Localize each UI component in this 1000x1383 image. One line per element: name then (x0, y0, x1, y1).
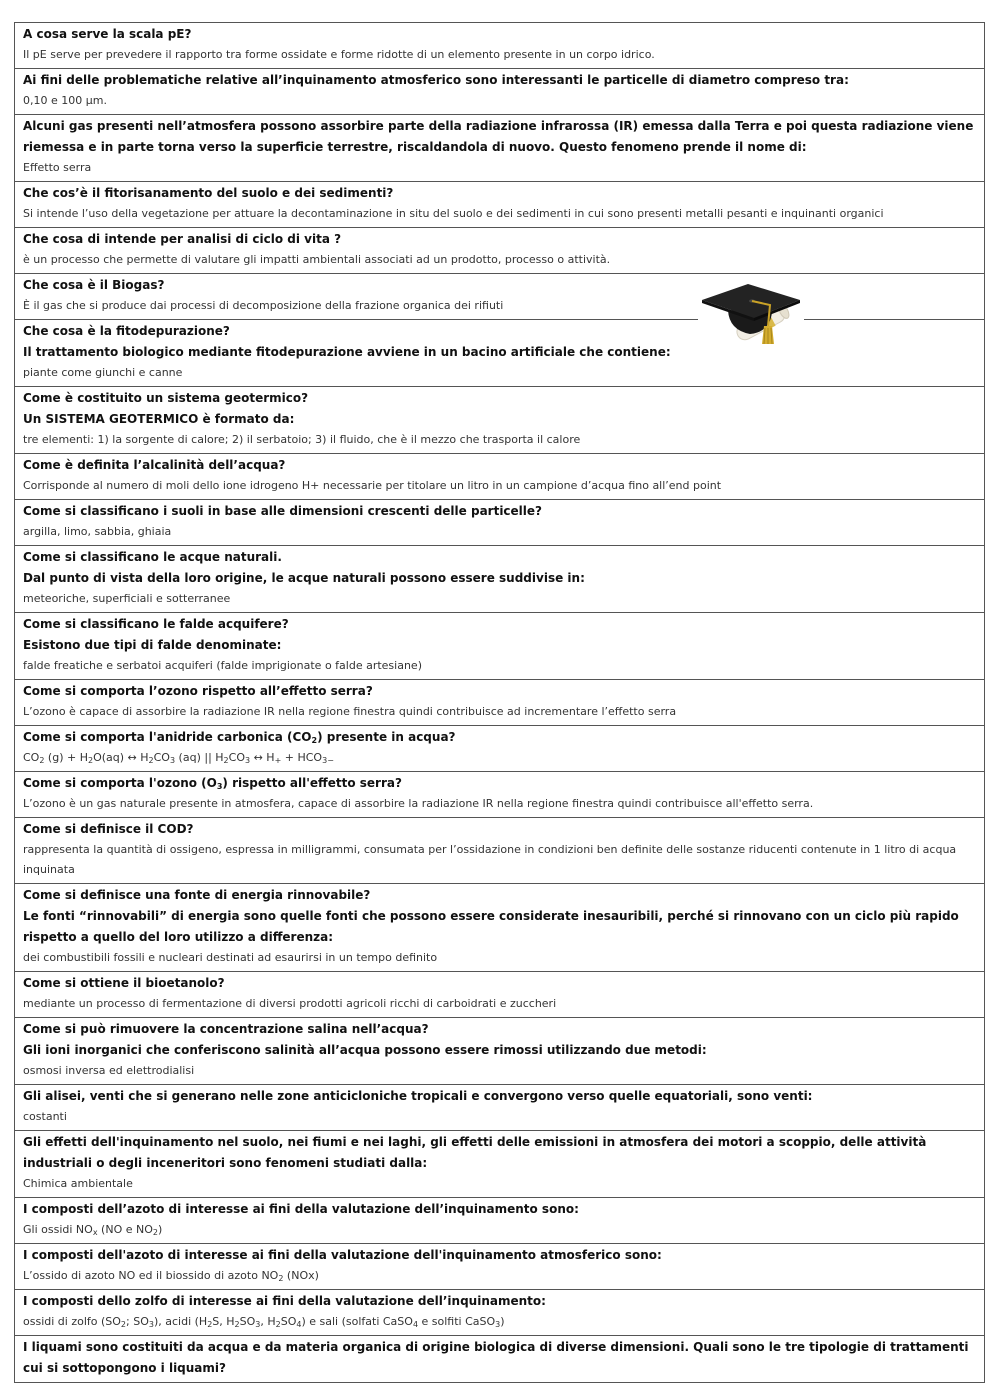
answer-text: è un processo che permette di valutare gli impatti ambientali associati ad un prodotto, processo o attività. (23, 253, 611, 266)
question-text: Come si comporta l'anidride carbonica $(CO_2)$ presente in acqua? (23, 730, 456, 745)
qa-cell (15, 1085, 985, 1131)
question-subtext: Gli ioni inorganici che conferiscono salinità all’acqua possono essere rimossi utilizzando due metodi: (23, 1043, 707, 1057)
table-row (15, 546, 985, 613)
qa-cell (15, 23, 985, 69)
graduation-cap-icon (698, 274, 804, 358)
question-text: Come è costituito un sistema geotermico? (23, 391, 309, 405)
question-text: Che cosa è il Biogas? (23, 278, 165, 292)
question-text: Come si classificano i suoli in base alle dimensioni crescenti delle particelle? (23, 504, 543, 518)
answer-text: costanti (23, 1110, 67, 1123)
answer-text: mediante un processo di fermentazione di diversi prodotti agricoli ricchi di carboidrati e zuccheri (23, 997, 557, 1010)
question-text: Ai fini delle problematiche relative all’inquinamento atmosferico sono interessanti le particelle di diametro compreso tra: (23, 73, 849, 87)
question-subtext: Esistono due tipi di falde denominate: (23, 638, 282, 652)
answer-text: L’ossido di azoto NO ed il biossido di azoto $NO_2$ (NOx) (23, 1269, 319, 1283)
question-text: Come è definita l’alcalinità dell’acqua? (23, 458, 286, 472)
answer-text: falde freatiche e serbatoi acquiferi (falde imprigionate o falde artesiane) (23, 659, 422, 672)
answer-text: piante come giunchi e canne (23, 366, 183, 379)
table-row (15, 228, 985, 274)
answer-text: $CO_2$ $(g) + H_2O(aq)$ ↔ $H_2CO_3$ (aq) || $H_2CO_3$ ↔ $H_+ + HCO_{3-}$ (23, 751, 334, 765)
qa-cell (15, 884, 985, 972)
table-row (15, 884, 985, 972)
answer-text: argilla, limo, sabbia, ghiaia (23, 525, 172, 538)
qa-cell (15, 228, 985, 274)
question-text: Gli alisei, venti che si generano nelle zone anticicloniche tropicali e convergono verso quelle equatoriali, sono venti: (23, 1089, 813, 1103)
question-text: Come si può rimuovere la concentrazione salina nell’acqua? (23, 1022, 429, 1036)
question-text: A cosa serve la scala pE? (23, 27, 192, 41)
table-row (15, 1198, 985, 1244)
table-row (15, 1085, 985, 1131)
question-subtext: Un SISTEMA GEOTERMICO è formato da: (23, 412, 295, 426)
question-text: I composti dell’azoto di interesse ai fini della valutazione dell’inquinamento sono: (23, 1202, 579, 1216)
table-row (15, 972, 985, 1018)
table-row (15, 818, 985, 884)
table-row (15, 1131, 985, 1198)
qa-cell (15, 680, 985, 726)
question-text: Come si ottiene il bioetanolo? (23, 976, 225, 990)
qa-cell (15, 454, 985, 500)
table-row (15, 613, 985, 680)
table-row (15, 454, 985, 500)
answer-text: Effetto serra (23, 161, 92, 174)
table-row (15, 182, 985, 228)
answer-text: 0,10 e 100 μm. (23, 94, 107, 107)
qa-cell (15, 1244, 985, 1290)
qa-cell (15, 726, 985, 772)
qa-cell (15, 320, 985, 387)
table-row (15, 680, 985, 726)
answer-text: osmosi inversa ed elettrodialisi (23, 1064, 195, 1077)
question-text: Come si comporta l'ozono $(O_3)$ rispetto all'effetto serra? (23, 776, 402, 791)
qa-cell (15, 500, 985, 546)
question-text: I composti dell'azoto di interesse ai fini della valutazione dell'inquinamento atmosferico sono: (23, 1248, 662, 1262)
qa-cell (15, 274, 985, 320)
question-text: Come si classificano le acque naturali. (23, 550, 282, 564)
table-row (15, 274, 985, 320)
answer-text: L’ozono è un gas naturale presente in atmosfera, capace di assorbire la radiazione IR nella regione finestra quindi contribuisce all'effetto serra. (23, 797, 814, 810)
answer-text: dei combustibili fossili e nucleari destinati ad esaurirsi in un tempo definito (23, 951, 438, 964)
table-row (15, 772, 985, 818)
qa-cell (15, 69, 985, 115)
qa-cell (15, 1131, 985, 1198)
answer-text: Corrisponde al numero di moli dello ione idrogeno H+ necessarie per titolare un litro in un campione d’acqua fino all’end point (23, 479, 722, 492)
answer-text: Si intende l’uso della vegetazione per attuare la decontaminazione in situ del suolo e dei sedimenti in cui sono presenti metalli pesanti e inquinanti organici (23, 207, 884, 220)
answer-text: Gli ossidi $NO_x$ (NO e $NO_2$) (23, 1223, 163, 1237)
question-text: Che cosa di intende per analisi di ciclo di vita ? (23, 232, 342, 246)
qa-table (14, 22, 985, 1383)
question-text: Come si classificano le falde acquifere? (23, 617, 289, 631)
qa-cell (15, 1018, 985, 1085)
qa-cell (15, 972, 985, 1018)
question-text: Come si definisce il COD? (23, 822, 194, 836)
answer-text: tre elementi: 1) la sorgente di calore; 2) il serbatoio; 3) il fluido, che è il mezzo che trasporta il calore (23, 433, 581, 446)
qa-cell (15, 1198, 985, 1244)
answer-text: ossidi di zolfo ($SO_2$; $SO_3$), acidi ($H_2S$, $H_2SO_3$, $H_2SO_4$) e sali (solfati CaSO$_4$ e solfiti CaSO$_3$) (23, 1315, 505, 1329)
qa-cell (15, 1336, 985, 1383)
question-text: Alcuni gas presenti nell’atmosfera possono assorbire parte della radiazione infrarossa (IR) emessa dalla Terra e poi questa radiazione viene riemessa e in parte torna verso la superficie terrestre, riscaldandola di nuovo. Questo fenomeno prende il nome di: (23, 119, 974, 154)
table-row (15, 1290, 985, 1336)
table-row (15, 1018, 985, 1085)
table-row (15, 115, 985, 182)
answer-text: Chimica ambientale (23, 1177, 133, 1190)
table-row (15, 387, 985, 454)
qa-cell (15, 613, 985, 680)
question-text: I liquami sono costituiti da acqua e da materia organica di origine biologica di diverse dimensioni. Quali sono le tre tipologie di trattamenti cui si sottopongono i liquami? (23, 1340, 969, 1375)
answer-text: rappresenta la quantità di ossigeno, espressa in milligrammi, consumata per l’ossidazione in condizioni ben definite delle sostanze riducenti contenute in 1 litro di acqua inquinata (23, 843, 957, 876)
question-text: Che cosa è la fitodepurazione? (23, 324, 230, 338)
question-text: Come si definisce una fonte di energia rinnovabile? (23, 888, 371, 902)
qa-cell (15, 387, 985, 454)
answer-text: L’ozono è capace di assorbire la radiazione IR nella regione finestra quindi contribuisce ad incrementare l’effetto serra (23, 705, 677, 718)
qa-cell (15, 818, 985, 884)
table-row (15, 1336, 985, 1383)
table-row (15, 23, 985, 69)
question-text: I composti dello zolfo di interesse ai fini della valutazione dell’inquinamento: (23, 1294, 546, 1308)
table-row (15, 726, 985, 772)
question-subtext: Le fonti “rinnovabili” di energia sono quelle fonti che possono essere considerate inesauribili, perché si rinnovano con un ciclo più rapido rispetto a quello del loro utilizzo a differenza: (23, 909, 959, 944)
question-subtext: Il trattamento biologico mediante fitodepurazione avviene in un bacino artificiale che contiene: (23, 345, 671, 359)
table-row (15, 320, 985, 387)
question-text: Gli effetti dell'inquinamento nel suolo, nei fiumi e nei laghi, gli effetti delle emissioni in atmosfera dei motori a scoppio, delle attività industriali o degli inceneritori sono fenomeni studiati dalla: (23, 1135, 927, 1170)
qa-cell (15, 772, 985, 818)
qa-cell (15, 182, 985, 228)
qa-sheet (14, 22, 985, 1383)
qa-cell (15, 115, 985, 182)
question-subtext: Dal punto di vista della loro origine, le acque naturali possono essere suddivise in: (23, 571, 585, 585)
qa-cell (15, 546, 985, 613)
question-text: Che cos’è il fitorisanamento del suolo e dei sedimenti? (23, 186, 394, 200)
table-row (15, 69, 985, 115)
answer-text: Il pE serve per prevedere il rapporto tra forme ossidate e forme ridotte di un elemento presente in un corpo idrico. (23, 48, 655, 61)
table-row (15, 1244, 985, 1290)
question-text: Come si comporta l’ozono rispetto all’effetto serra? (23, 684, 373, 698)
qa-cell (15, 1290, 985, 1336)
table-row (15, 500, 985, 546)
answer-text: meteoriche, superficiali e sotterranee (23, 592, 231, 605)
answer-text: È il gas che si produce dai processi di decomposizione della frazione organica dei rifiuti (23, 299, 504, 312)
